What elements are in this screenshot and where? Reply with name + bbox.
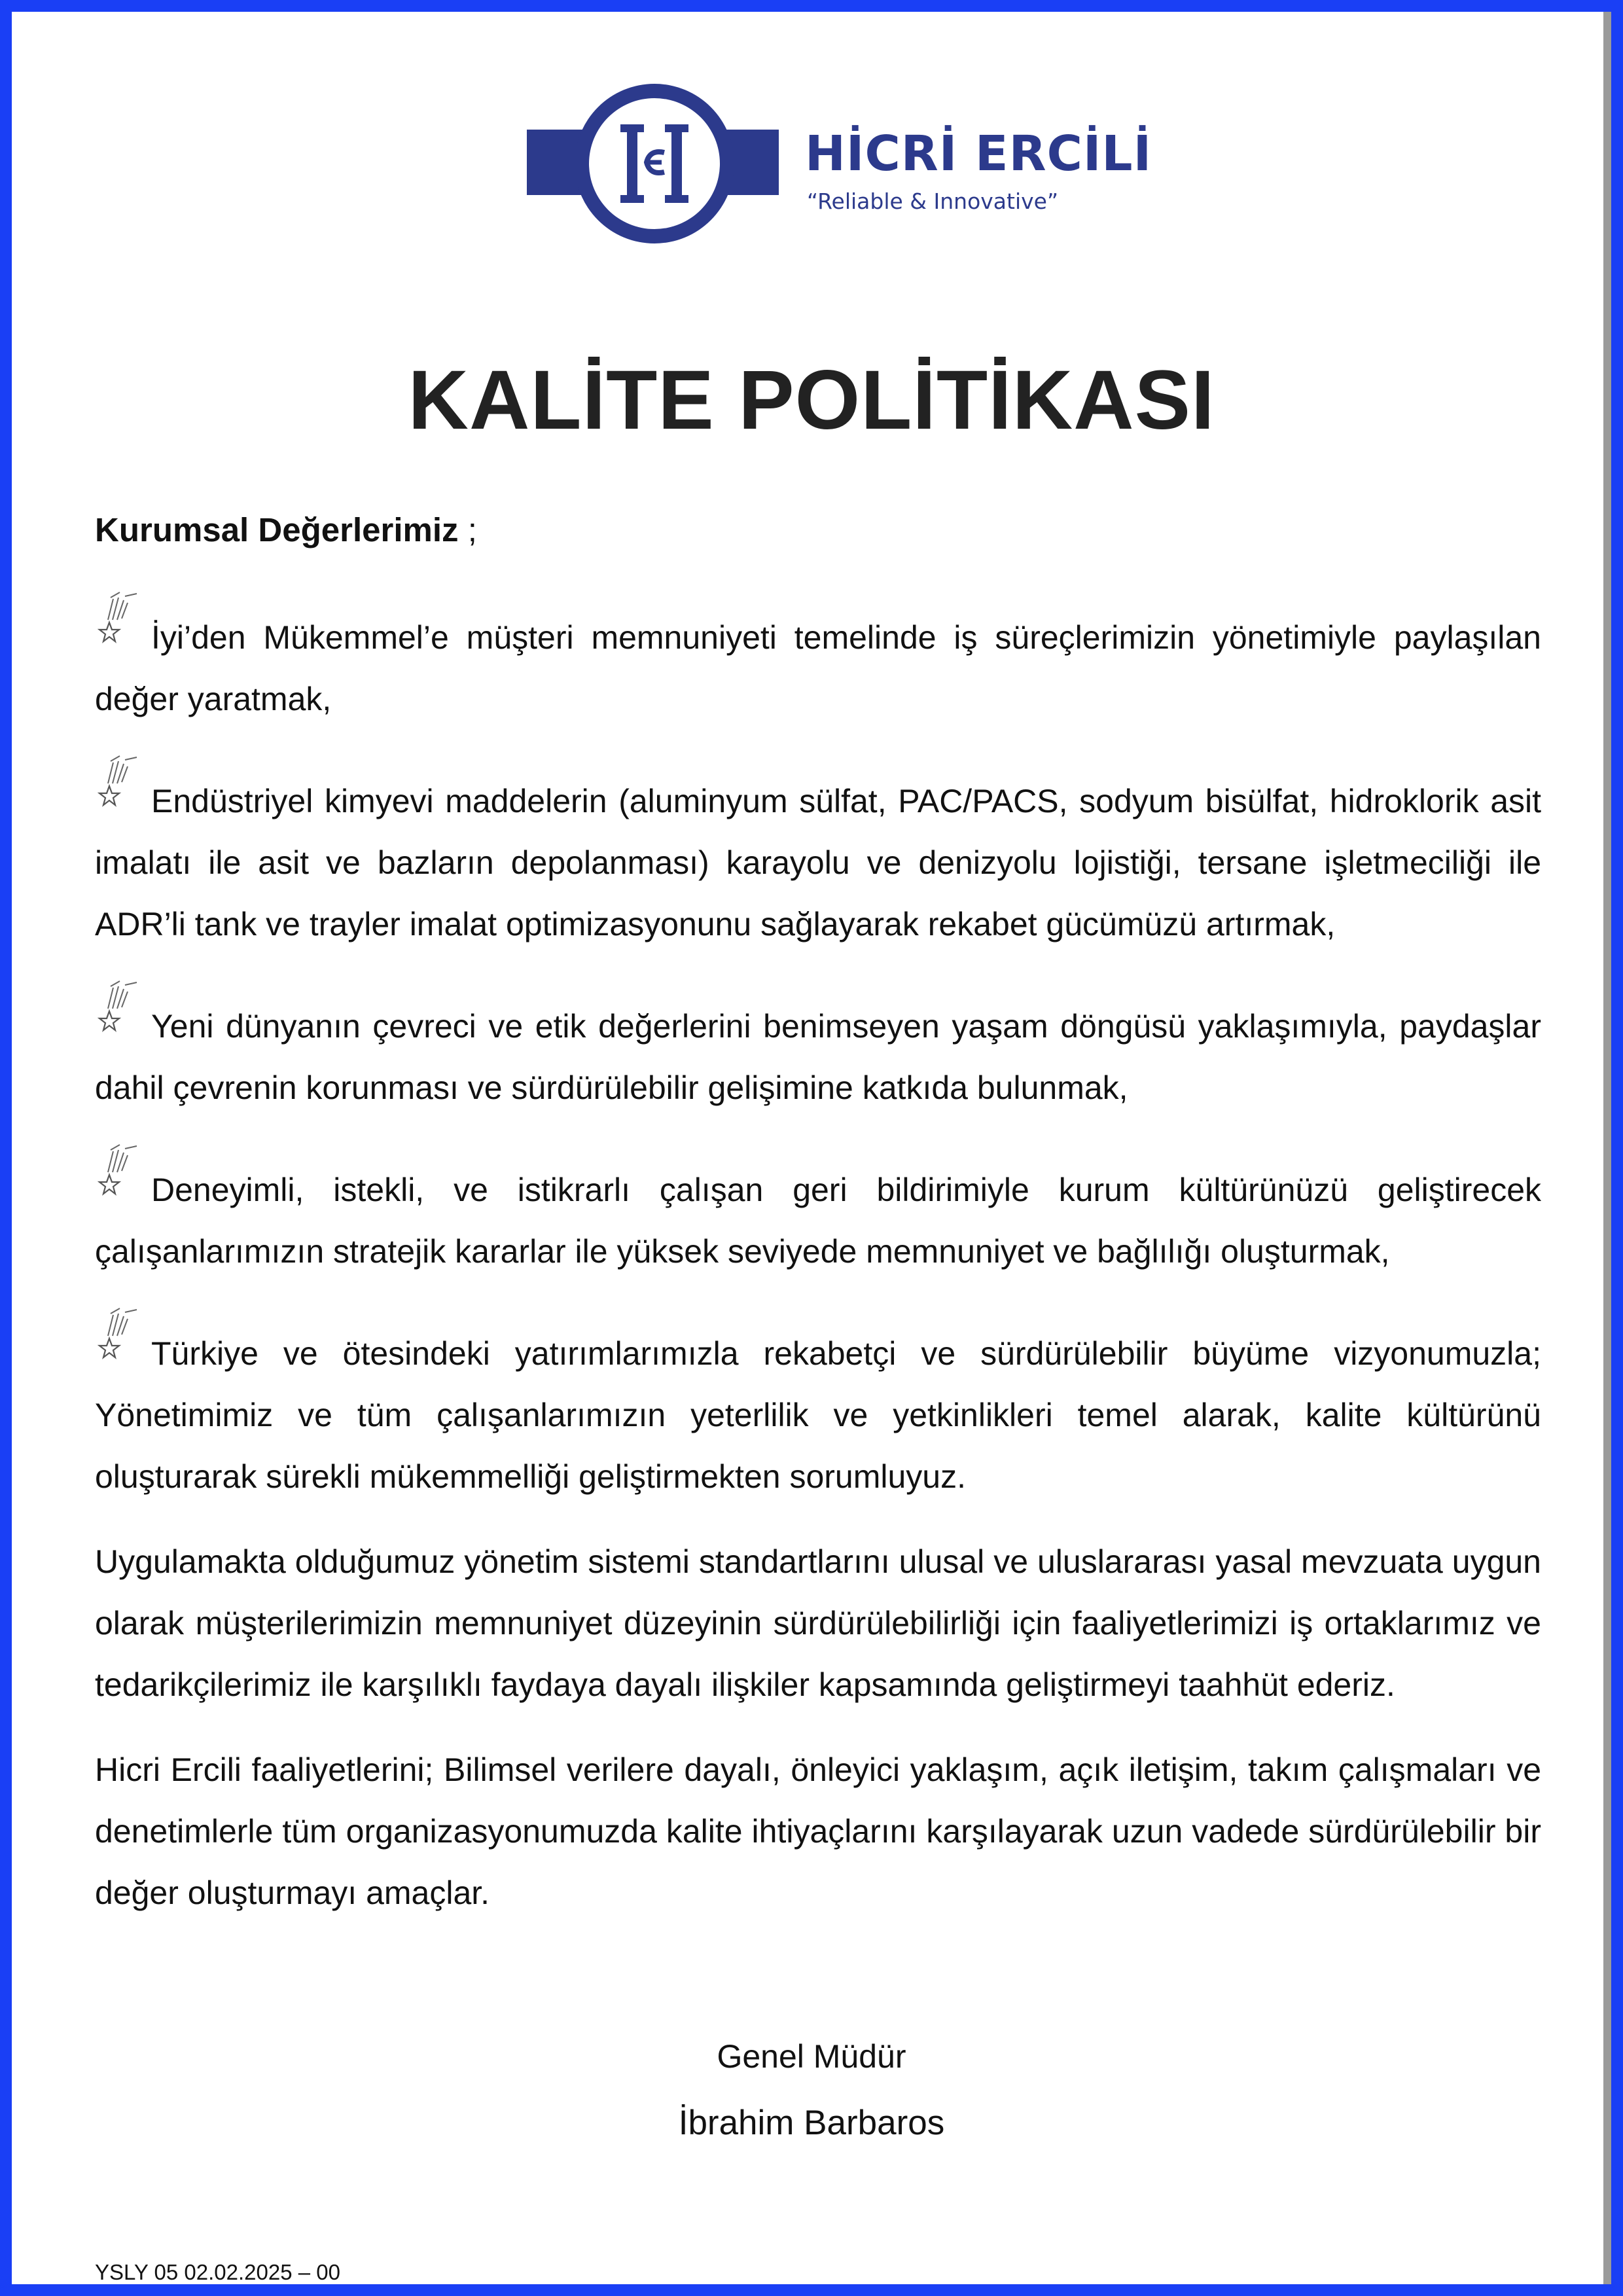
value-item bbox=[95, 978, 1541, 1119]
signature-name: İbrahim Barbaros bbox=[678, 2104, 945, 2142]
page-title: KALİTE POLİTİKASI bbox=[408, 353, 1215, 447]
brand-tagline: “Reliable & Innovative” bbox=[807, 188, 1059, 214]
signature-role: Genel Müdür bbox=[717, 2038, 906, 2075]
shooting-star-icon bbox=[95, 753, 147, 814]
value-text: İyi’den Mükemmel’e müşteri memnuniyeti temelinde iş süreçlerimizin yönetimiyle paylaşılan değer yaratmak, bbox=[95, 619, 1541, 717]
value-text: Türkiye ve ötesindeki yatırımlarımızla rekabetçi ve sürdürülebilir büyüme vizyonumuzla; Yönetimimiz ve tüm çalışanlarımızın yeterlilik ve yetkinlikleri temel alarak, kalite kültürünü oluşturarak sürekli mükemmelliği geliştirmekten sorumluyuz. bbox=[95, 1335, 1541, 1495]
intro-suffix: ; bbox=[458, 511, 477, 548]
value-item bbox=[95, 1142, 1541, 1282]
shooting-star-icon bbox=[95, 1306, 147, 1366]
he-monogram-emblem bbox=[527, 84, 802, 247]
value-text: Deneyimli, istekli, ve istikrarlı çalışan geri bildirimiyle kurum kültürünüzü geliştirecek çalışanlarımızın stratejik kararlar ile yüksek seviyede memnuniyet ve bağlılığı oluşturmak, bbox=[95, 1172, 1541, 1270]
shooting-star-icon bbox=[95, 978, 147, 1039]
intro-line bbox=[95, 499, 1541, 561]
shooting-star-icon bbox=[95, 1142, 147, 1202]
value-item bbox=[95, 753, 1541, 955]
value-item bbox=[95, 590, 1541, 730]
value-text: Endüstriyel kimyevi maddelerin (aluminyum sülfat, PAC/PACS, sodyum bisülfat, hidroklorik asit imalatı ile asit ve bazların depolanması) karayolu ve denizyolu lojistiği, tersane işletmeciliği ile ADR’li tank ve trayler imalat optimizasyonunu sağlayarak rekabet gücümüzü artırmak, bbox=[95, 783, 1541, 942]
intro-label: Kurumsal Değerlerimiz bbox=[95, 511, 459, 548]
commitment-paragraph: Uygulamakta olduğumuz yönetim sistemi standartlarını ulusal ve uluslararası yasal mevzuata uygun olarak müşterilerimizin memnuniyet düzeyinin sürdürülebilirliği için faaliyetlerimizi iş ortaklarımız ve tedarikçilerimiz ile karşılıklı faydaya dayalı ilişkiler kapsamında geliştirmeyi taahhüt ederiz. bbox=[95, 1543, 1541, 1703]
policy-content bbox=[95, 499, 1541, 1947]
document-code: YSLY 05 02.02.2025 – 00 bbox=[95, 2260, 340, 2284]
shooting-star-icon bbox=[95, 590, 147, 650]
brand-name: HİCRİ ERCİLİ bbox=[805, 126, 1152, 182]
aim-paragraph: Hicri Ercili faaliyetlerini; Bilimsel verilere dayalı, önleyici yaklaşım, açık iletişim, takım çalışmaları ve denetimlerle tüm organizasyonumuzda kalite ihtiyaçlarını karşılayarak uzun vadede sürdürülebilir bir değer oluşturmayı amaçlar. bbox=[95, 1751, 1541, 1911]
value-text: Yeni dünyanın çevreci ve etik değerlerini benimseyen yaşam döngüsü yaklaşımıyla, paydaşlar dahil çevrenin korunması ve sürdürülebilir gelişimine katkıda bulunmak, bbox=[95, 1008, 1541, 1106]
value-item bbox=[95, 1306, 1541, 1507]
company-logo bbox=[527, 84, 1152, 247]
